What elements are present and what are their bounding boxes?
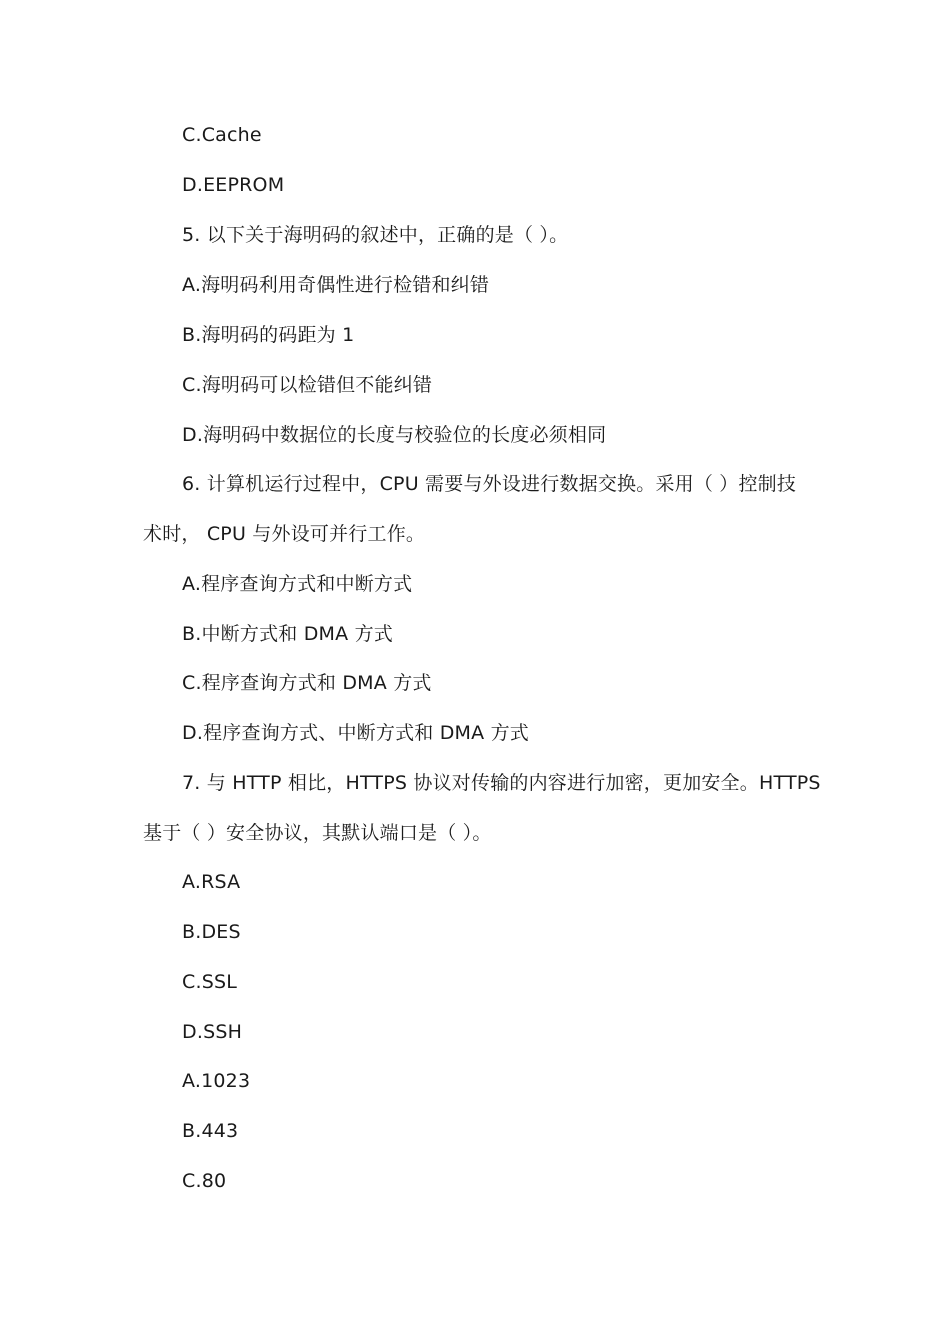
option-d-eeprom: D.EEPROM xyxy=(182,174,285,196)
question-7-port-c: C.80 xyxy=(182,1170,227,1192)
question-6-continued: 术时， CPU 与外设可并行工作。 xyxy=(143,523,426,545)
option-c-cache: C.Cache xyxy=(182,124,262,146)
question-5-option-c: C.海明码可以检错但不能纠错 xyxy=(182,374,433,396)
question-6-option-c: C.程序查询方式和 DMA 方式 xyxy=(182,672,432,694)
question-6-option-d: D.程序查询方式、中断方式和 DMA 方式 xyxy=(182,722,529,744)
question-6-option-b: B.中断方式和 DMA 方式 xyxy=(182,623,393,645)
question-5-option-d: D.海明码中数据位的长度与校验位的长度必须相同 xyxy=(182,424,607,446)
question-7-port-b: B.443 xyxy=(182,1120,239,1142)
question-7-option-a: A.RSA xyxy=(182,871,241,893)
question-7-port-a: A.1023 xyxy=(182,1070,251,1092)
question-6-option-a: A.程序查询方式和中断方式 xyxy=(182,573,413,595)
question-7-option-d: D.SSH xyxy=(182,1021,243,1043)
question-5-option-b: B.海明码的码距为 1 xyxy=(182,324,355,346)
question-7-continued: 基于（ ）安全协议，其默认端口是（ ）。 xyxy=(143,822,492,844)
question-7-option-c: C.SSL xyxy=(182,971,238,993)
question-5: 5. 以下关于海明码的叙述中，正确的是（ ）。 xyxy=(182,224,569,246)
question-7-option-b: B.DES xyxy=(182,921,241,943)
question-7: 7. 与 HTTP 相比，HTTPS 协议对传输的内容进行加密，更加安全。HTTPS xyxy=(182,772,821,794)
question-6: 6. 计算机运行过程中，CPU 需要与外设进行数据交换。采用（ ）控制技 xyxy=(182,473,797,495)
question-5-option-a: A.海明码利用奇偶性进行检错和纠错 xyxy=(182,274,490,296)
